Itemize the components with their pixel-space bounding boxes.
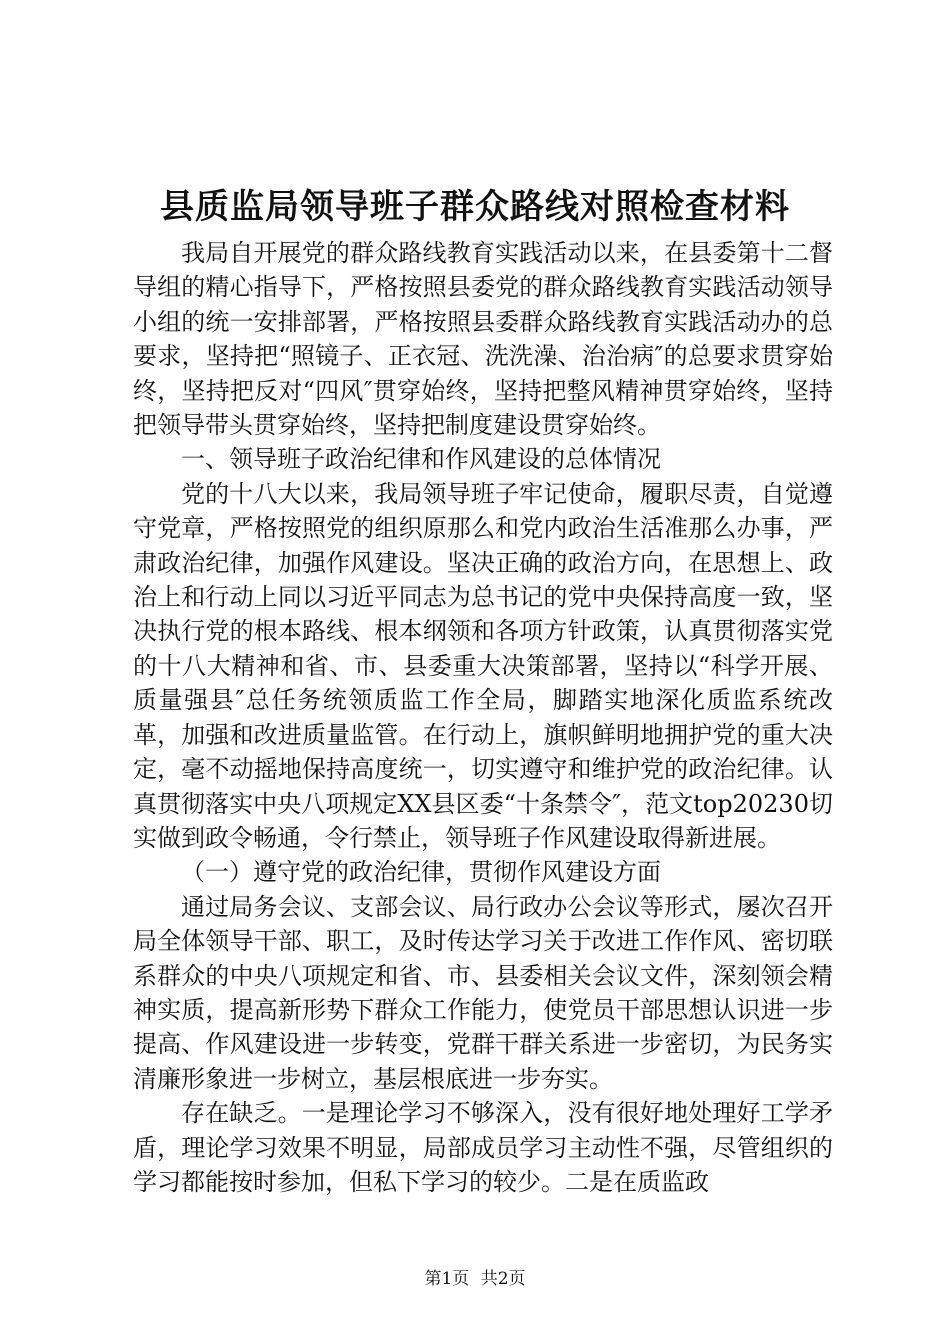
total-pages: 共2页 bbox=[480, 1269, 526, 1289]
current-page-number: 第1页 bbox=[424, 1269, 470, 1289]
intro-paragraph: 我局自开展党的群众路线教育实践活动以来，在县委第十二督导组的精心指导下，严格按照县委党的群众路线教育实践活动领导小组的统一安排部署，严格按照县委群众路线教育实践活动办的总要求，坚持把“照镜子、正衣冠、洗洗澡、治治病″的总要求贯穿始终，坚持把反对“四风″贯穿始终，坚持把整风精神贯穿始终，坚持把领导带头贯穿始终，坚持把制度建设贯穿始终。 bbox=[133, 239, 833, 440]
section-1-paragraph: 党的十八大以来，我局领导班子牢记使命，履职尽责，自觉遵守党章，严格按照党的组织原那么和党内政治生活准那么办事，严肃政治纪律，加强作风建设。坚决正确的政治方向，在思想上、政治上和行动上同以习近平同志为总书记的党中央保持高度一致，坚决执行党的根本路线、根本纲领和各项方针政策，认真贯彻落实党的十八大精神和省、市、县委重大决策部署，坚持以“科学开展、质量强县″总任务统领质监工作全局，脚踏实地深化质监系统改革，加强和改进质量监管。在行动上，旗帜鲜明地拥护党的重大决定，毫不动摇地保持高度统一，切实遵守和维护党的政治纪律。认真贯彻落实中央八项规定XX县区委“十条禁令″，范文top20230切实做到政令畅通，令行禁止，领导班子作风建设取得新进展。 bbox=[133, 479, 833, 852]
section-heading-1: 一、领导班子政治纪律和作风建设的总体情况 bbox=[181, 445, 661, 474]
page-footer bbox=[0, 1267, 950, 1291]
subsection-heading-1: （一）遵守党的政治纪律，贯彻作风建设方面 bbox=[181, 858, 661, 887]
subsection-1-paragraph: 通过局务会议、支部会议、局行政办公会议等形式，屡次召开局全体领导干部、职工，及时传达学习关于改进工作作风、密切联系群众的中央八项规定和省、市、县委相关会议文件，深刻领会精神实质，提高新形势下群众工作能力，使党员干部思想认识进一步提高、作风建设进一步转变，党群干群关系进一步密切，为民务实清廉形象进一步树立，基层根底进一步夯实。 bbox=[133, 892, 833, 1093]
document-body bbox=[133, 236, 833, 1199]
document-title: 县质监局领导班子群众路线对照检查材料 bbox=[160, 187, 790, 227]
shortcomings-paragraph: 存在缺乏。一是理论学习不够深入，没有很好地处理好工学矛盾，理论学习效果不明显，局部成员学习主动性不强，尽管组织的学习都能按时参加，但私下学习的较少。二是在质监政 bbox=[133, 1099, 833, 1196]
